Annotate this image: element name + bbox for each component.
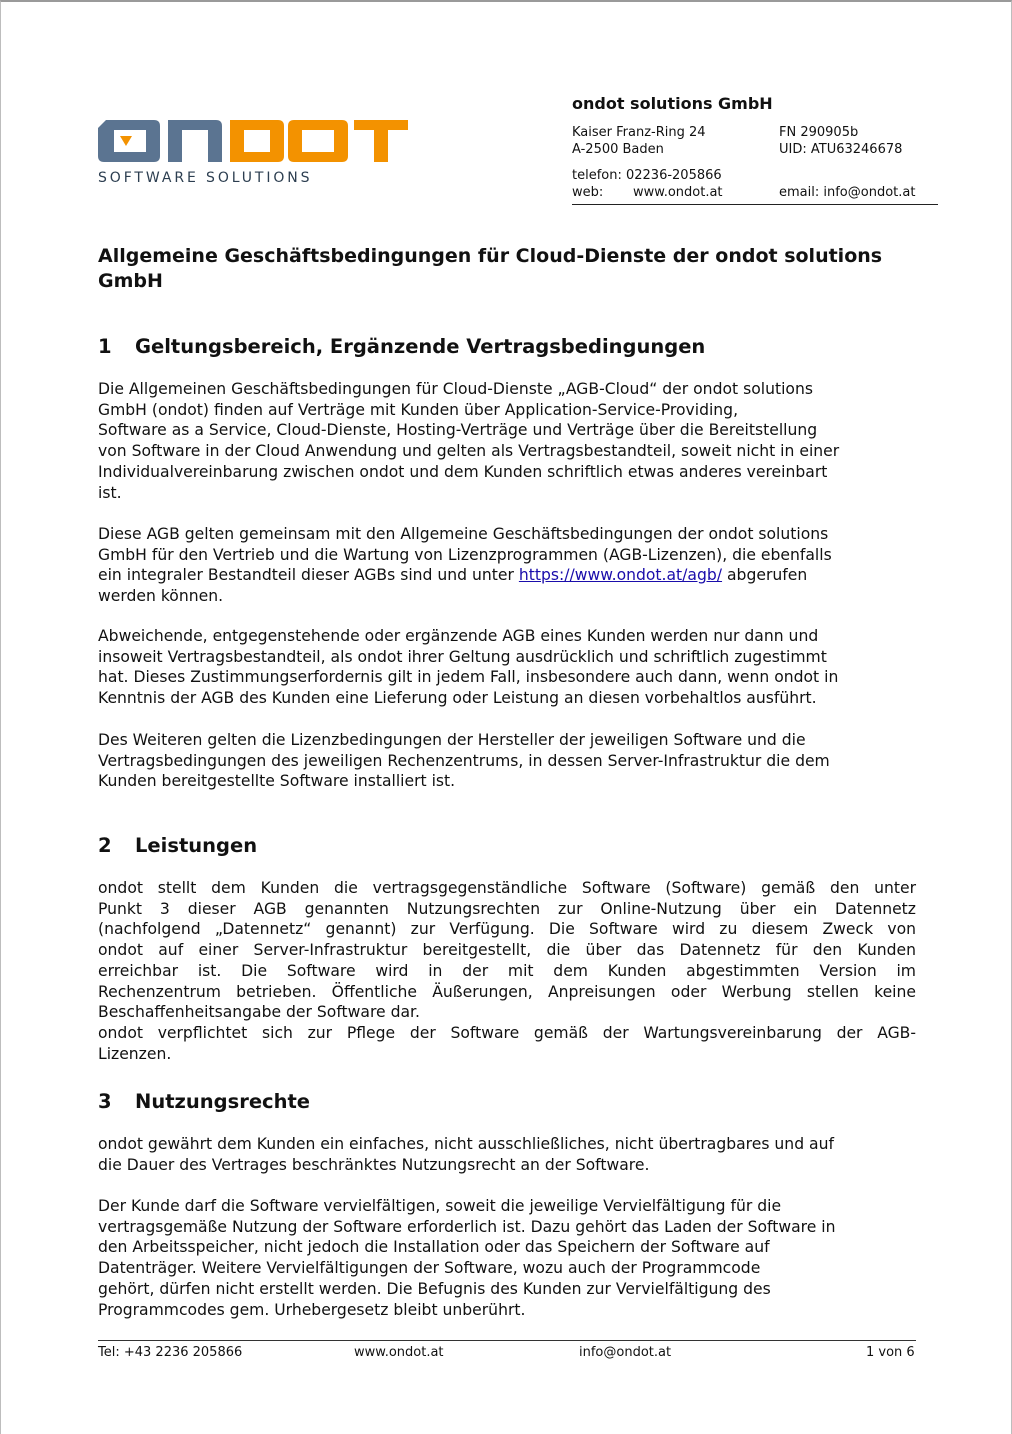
address-street: Kaiser Franz-Ring 24 xyxy=(572,125,706,140)
firmenbuch-number: FN 290905b xyxy=(779,125,859,140)
footer-tel: Tel: +43 2236 205866 xyxy=(98,1345,243,1360)
footer-web[interactable]: www.ondot.at xyxy=(354,1345,444,1360)
header-web-link[interactable]: www.ondot.at xyxy=(633,185,723,200)
section-3-paragraph-1: ondot gewährt dem Kunden ein einfaches, nicht ausschließliches, nicht übertragbares und auf die Dauer des Vertrages beschränktes Nutzungsrecht an der Software. xyxy=(98,1135,834,1174)
document-title: Allgemeine Geschäftsbedingungen für Cloud-Dienste der ondot solutions GmbH xyxy=(98,245,883,292)
ondot-logo-mark xyxy=(98,118,410,168)
logo-tagline: SOFTWARE SOLUTIONS xyxy=(98,170,313,186)
section-3-number: 3 xyxy=(98,1090,112,1113)
footer-email[interactable]: info@ondot.at xyxy=(579,1345,672,1360)
section-1-paragraph-2-suffix: abgerufen werden können. xyxy=(98,566,808,606)
section-3-title: Nutzungsrechte xyxy=(135,1090,311,1113)
header-telefon: telefon: 02236-205866 xyxy=(572,168,722,183)
header-email[interactable]: email: info@ondot.at xyxy=(779,185,916,200)
section-2-number: 2 xyxy=(98,834,112,857)
agb-link[interactable]: https://www.ondot.at/agb/ xyxy=(518,566,723,585)
section-1-heading xyxy=(98,334,918,360)
section-2-line: Rechenzentrum betrieben. Öffentliche Äußerungen, Anpreisungen oder Werbung stellen keine xyxy=(98,982,916,1001)
section-2-line: Lizenzen. xyxy=(98,1044,172,1063)
section-1-paragraph-2 xyxy=(98,524,916,607)
section-3-paragraph-2: Der Kunde darf die Software vervielfältigen, soweit die jeweilige Vervielfältigung für die vertragsgemäße Nutzung der Software erforderlich ist. Dazu gehört das Laden der Software in den Arbeitsspeicher, nicht jedoch die Installation oder das Speichern der Software auf Datenträger. Weitere Vervielfältigungen der Software, wozu auch der Programmcode gehört, dürfen nicht erstellt werden. Die Befugnis des Kunden zur Vervielfältigung des Programmcodes gem. Urhebergesetz bleibt unberührt. xyxy=(98,1197,836,1319)
section-1-paragraph-4: Des Weiteren gelten die Lizenzbedingungen der Hersteller der jeweiligen Software und die Vertragsbedingungen des jeweiligen Rechenzentrums, in dessen Server-Infrastruktur die dem Kunden bereitgestellte Software installiert ist. xyxy=(98,731,830,791)
section-1-number: 1 xyxy=(98,335,112,358)
section-2-line: ondot stellt dem Kunden die vertragsgegenständliche Software (Software) gemäß den unter xyxy=(98,879,916,897)
section-2-line: (nachfolgend „Datennetz“ genannt) zur Verfügung. Die Software wird zu diesem Zweck von xyxy=(98,920,916,939)
footer-divider xyxy=(98,1340,916,1341)
footer-page-number: 1 von 6 xyxy=(866,1345,915,1360)
section-1-paragraph-1: Die Allgemeinen Geschäftsbedingungen für Cloud-Dienste „AGB-Cloud“ der ondot solutions GmbH (ondot) finden auf Verträge mit Kunden über Application-Service-Providing, Software as a Service, Cloud-Dienste, Hosting-Verträge und Verträge über die Bereitstellung von Software in der Cloud Anwendung und gelten als Vertragsbestandteil, soweit nicht in einer Individualvereinbarung zwischen ondot und dem Kunden schriftlich etwas anderes vereinbart ist. xyxy=(98,380,840,502)
uid-number: UID: ATU63246678 xyxy=(779,142,903,157)
section-1-title: Geltungsbereich, Ergänzende Vertragsbedingungen xyxy=(135,335,706,358)
section-1-paragraph-2-text: Diese AGB gelten gemeinsam mit den Allgemeine Geschäftsbedingungen der ondot solutions GmbH für den Vertrieb und die Wartung von Lizenzprogrammen (AGB-Lizenzen), die ebenfalls ein integraler Bestandteil dieser AGBs sind und unter xyxy=(98,525,832,585)
header-divider xyxy=(572,204,938,205)
section-2-line: Punkt 3 dieser AGB genannten Nutzungsrechten zur Online-Nutzung über ein Datennetz xyxy=(98,899,916,918)
section-3-heading xyxy=(98,1089,918,1115)
header-web-label: web: xyxy=(572,185,604,200)
section-2-title: Leistungen xyxy=(135,834,258,857)
address-city: A-2500 Baden xyxy=(572,142,664,157)
section-2-paragraph xyxy=(98,878,916,1064)
section-2-line: erreichbar ist. Die Software wird in der mit dem Kunden abgestimmten Version im xyxy=(98,961,916,980)
section-2-line: ondot verpflichtet sich zur Pflege der Software gemäß der Wartungsvereinbarung der AGB- xyxy=(98,1023,916,1042)
company-name: ondot solutions GmbH xyxy=(572,94,773,113)
section-1-paragraph-3: Abweichende, entgegenstehende oder ergänzende AGB eines Kunden werden nur dann und insoweit Vertragsbestandteil, als ondot ihrer Geltung ausdrücklich und schriftlich zugestimmt hat. Dieses Zustimmungserfordernis gilt in jedem Fall, insbesondere auch dann, wenn ondot in Kenntnis der AGB des Kunden eine Lieferung oder Leistung an diesen vorbehaltlos ausführt. xyxy=(98,627,839,708)
section-2-line: Beschaffenheitsangabe der Software dar. xyxy=(98,1003,420,1022)
section-2-line: ondot auf einer Server-Infrastruktur bereitgestellt, die über das Datennetz für den Kunden xyxy=(98,941,916,960)
section-2-heading xyxy=(98,833,918,859)
